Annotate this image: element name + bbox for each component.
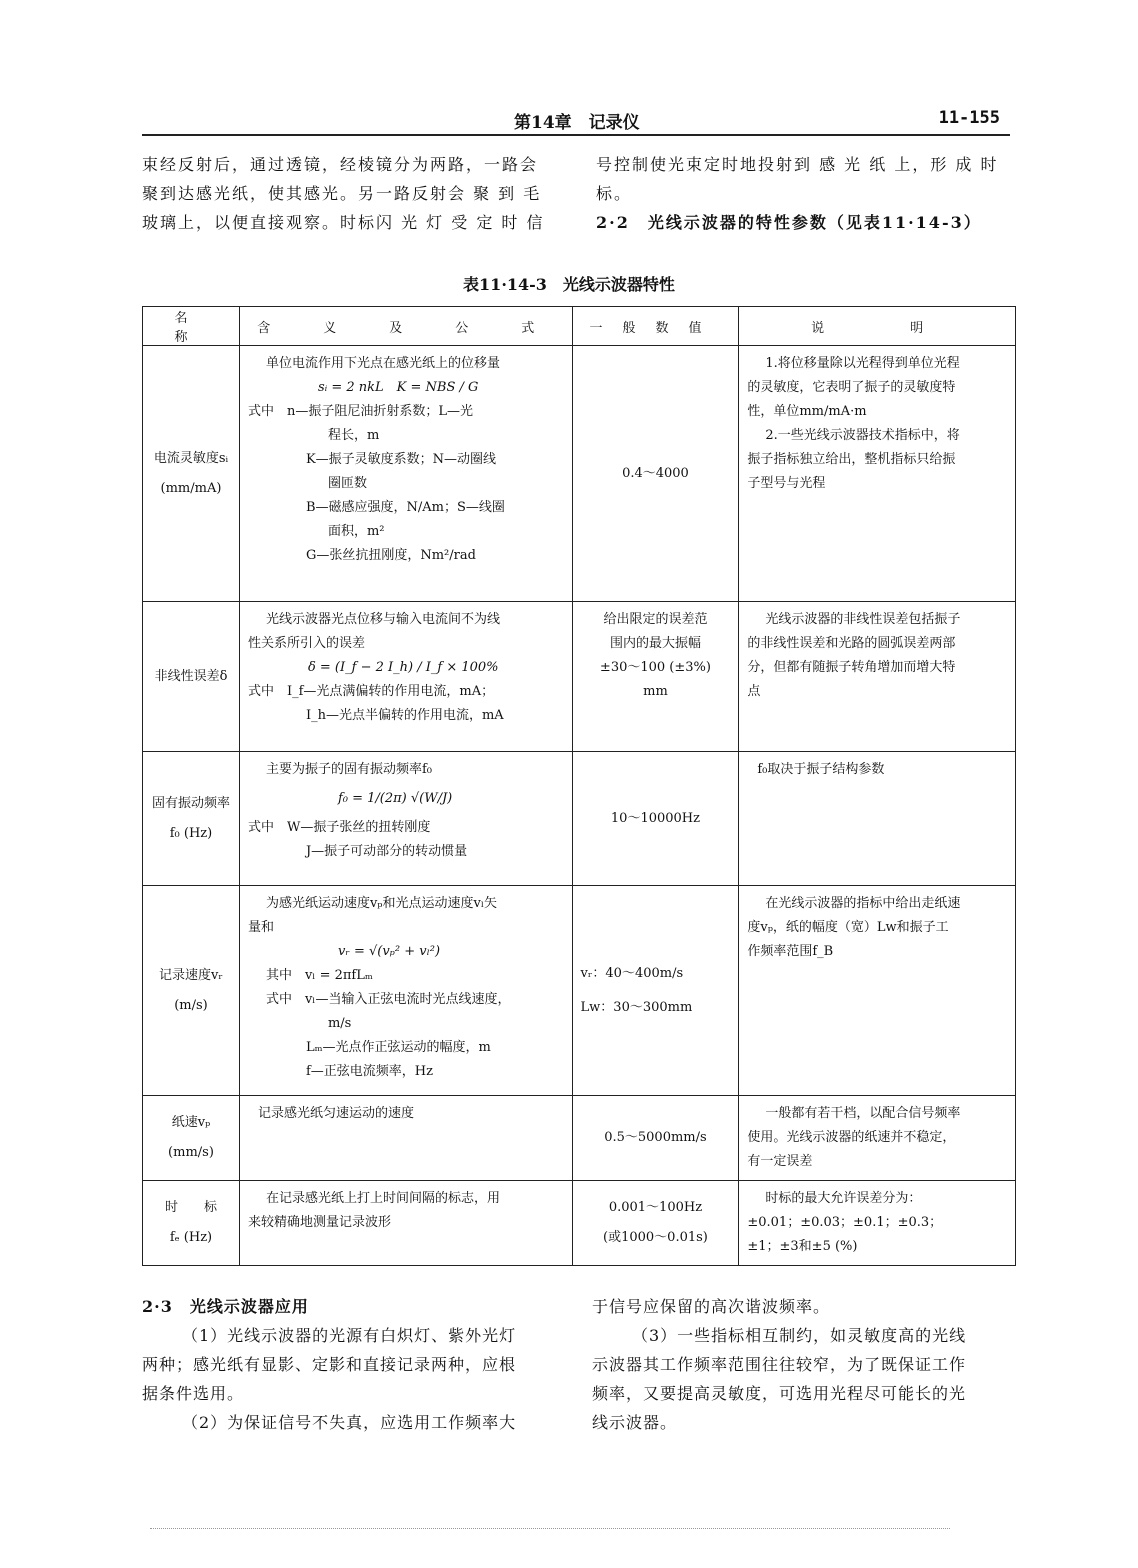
table-row [143,886,1016,1096]
top-left-paragraph [142,150,572,237]
top-right-paragraph [596,150,1016,237]
page-header [142,108,1010,136]
row-note: 1.将位移量除以光程得到单位光程 的灵敏度，它表明了振子的灵敏度特 性，单位mm/mA·m 2.一些光线示波器技术指标中，将 振子指标独立给出，整机指标只给振 子型号与光程 [739,346,1016,602]
row-name: 电流灵敏度sᵢ (mm/mA) [143,346,240,602]
row-note: 时标的最大允许误差分为： ±0.01；±0.03；±0.1；±0.3； ±1；±3和±5 (%) [739,1181,1016,1266]
row-value: 0.5～5000mm/s [572,1096,739,1181]
text-line: 束经反射后，通过透镜，经棱镜分为两路，一路会 [142,155,539,174]
footer-rule [150,1528,950,1529]
formula: vᵣ = √(vₚ² + vₗ²) [337,944,441,959]
table-row [143,1181,1016,1266]
table-row [143,752,1016,886]
row-meaning: 在记录感光纸上打上时间间隔的标志，用 来较精确地测量记录波形 [239,1181,572,1266]
section-heading: 2·2 光线示波器的特性参数（见表11·14-3） [596,213,982,232]
row-value: 给出限定的误差范 围内的最大振幅 ±30～100 (±3%) mm [572,602,739,752]
column-header: 一般数值 [572,307,739,346]
table-row [143,602,1016,752]
characteristics-table [142,306,1016,1266]
row-value: 0.4～4000 [572,346,739,602]
column-header: 说 明 [739,307,1016,346]
row-meaning: 记录感光纸匀速运动的速度 [239,1096,572,1181]
bottom-left-column: 2·3 光线示波器应用 （1）光线示波器的光源有白炽灯、紫外光灯 两种；感光纸有显影、定影和直接记录两种，应根 据条件选用。 （2）为保证信号不失真，应选用工作频率大 [142,1292,572,1437]
row-note: f₀取决于振子结构参数 [739,752,1016,886]
row-note: 光线示波器的非线性误差包括振子 的非线性误差和光路的圆弧误差两部 分，但都有随振子转角增加而增大特 点 [739,602,1016,752]
table-caption: 表11·14-3 光线示波器特性 [463,275,675,294]
text-line: 标。 [596,184,633,203]
section-heading: 2·3 光线示波器应用 [142,1297,309,1316]
row-name: 固有振动频率 f₀ (Hz) [143,752,240,886]
formula: δ = (I_f − 2 I_h) / I_f × 100% [307,660,499,675]
column-header: 名 称 [143,307,240,346]
table-row [143,1096,1016,1181]
table-row [143,346,1016,602]
chapter-title: 第14章 记录仪 [514,113,640,133]
text-line: 聚到达感光纸，使其感光。另一路反射会 聚 到 毛 [142,184,542,203]
bottom-right-column: 于信号应保留的高次谐波频率。 （3）一些指标相互制约，如灵敏度高的光线 示波器其工作频率范围往往较窄，为了既保证工作 频率，又要提高灵敏度，可选用光程尽可能长的光 线示波器。 [592,1297,967,1432]
text-line: 号控制使光束定时地投射到 感 光 纸 上，形 成 时 [596,155,999,174]
text-line: 玻璃上，以便直接观察。时标闪 光 灯 受 定 时 信 [142,213,545,232]
row-meaning: 光线示波器光点位移与输入电流间不为线 性关系所引入的误差 δ = (I_f − 2 I_h) / I_f × 100% 式中 I_f—光点满偏转的作用电流，mA； I_h—光点半偏转的作用电流，mA [239,602,572,752]
page-number: 11-155 [938,108,1000,128]
row-note: 一般都有若干档，以配合信号频率 使用。光线示波器的纸速并不稳定， 有一定误差 [739,1096,1016,1181]
row-value: vᵣ：40～400m/s Lw：30～300mm [572,886,739,1096]
row-value: 0.001～100Hz (或1000～0.01s) [572,1181,739,1266]
row-name: 纸速vₚ (mm/s) [143,1096,240,1181]
row-note: 在光线示波器的指标中给出走纸速 度vₚ，纸的幅度（宽）Lw和振子工 作频率范围f_B [739,886,1016,1096]
formula: f₀ = 1/(2π) √(W/J) [337,791,453,806]
column-header: 含 义 及 公 式 [239,307,572,346]
row-meaning: 为感光纸运动速度vₚ和光点运动速度vₗ矢 量和 vᵣ = √(vₚ² + vₗ²) 其中 vₗ = 2πfLₘ 式中 vₗ—当输入正弦电流时光点线速度， m/s Lₘ—光点作正弦运动的幅度，m f—正弦电流频率，Hz [239,886,572,1096]
row-meaning: 单位电流作用下光点在感光纸上的位移量 sᵢ = 2 nkL K = NBS / G 式中 n—振子阻尼油折射系数；L—光 程长，m K—振子灵敏度系数；N—动圈线 圈匝数 B—磁感应强度，N/Am；S—线圈 面积，m² G—张丝抗扭刚度，Nm²/rad [239,346,572,602]
row-name: 非线性误差δ [143,602,240,752]
row-name: 记录速度vᵣ (m/s) [143,886,240,1096]
row-value: 10～10000Hz [572,752,739,886]
row-name: 时 标 fₑ (Hz) [143,1181,240,1266]
row-meaning: 主要为振子的固有振动频率f₀ f₀ = 1/(2π) √(W/J) 式中 W—振子张丝的扭转刚度 J—振子可动部分的转动惯量 [239,752,572,886]
table-header-row [143,307,1016,346]
formula: sᵢ = 2 nkL K = NBS / G [317,380,479,395]
